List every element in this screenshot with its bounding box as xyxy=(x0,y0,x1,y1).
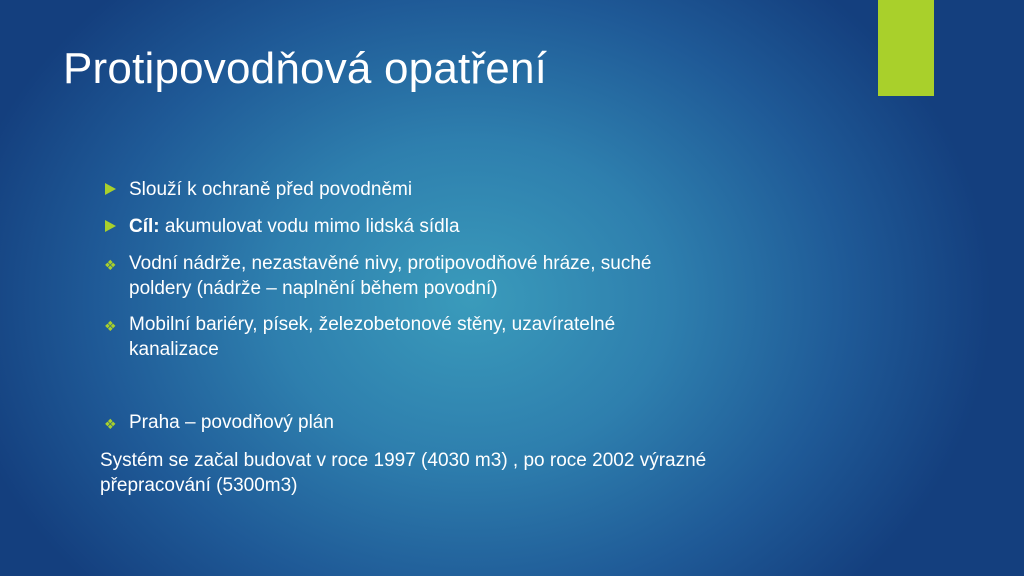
triangle-arrow-icon xyxy=(105,183,116,195)
diamond-dots-icon: ❖ xyxy=(104,318,117,334)
triangle-arrow-icon xyxy=(105,220,116,232)
bullet-item xyxy=(129,177,829,202)
bullet-text: Slouží k ochraně před povodněmi xyxy=(129,179,413,200)
bullet-item xyxy=(129,251,829,301)
paragraph xyxy=(100,448,860,498)
slide-title: Protipovodňová opatření xyxy=(63,44,548,93)
paragraph-line: Systém se začal budovat v roce 1997 (4030 m3) , po roce 2002 výrazné xyxy=(100,450,707,471)
bullet-text: akumulovat vodu mimo lidská sídla xyxy=(159,216,460,237)
bullet-item xyxy=(129,410,829,435)
bullet-text-line: kanalizace xyxy=(129,339,219,360)
diamond-dots-icon: ❖ xyxy=(104,257,117,273)
diamond-dots-icon: ❖ xyxy=(104,416,117,432)
bullet-bold-label: Cíl: xyxy=(129,216,160,237)
bullet-text-line: poldery (nádrže – naplnění během povodní) xyxy=(129,278,498,299)
bullet-item xyxy=(129,312,829,362)
bullet-text: Praha – povodňový plán xyxy=(129,412,334,433)
paragraph-line: přepracování (5300m3) xyxy=(100,475,298,496)
bullet-text-line: Vodní nádrže, nezastavěné nivy, protipovodňové hráze, suché xyxy=(129,253,652,274)
bullet-item xyxy=(129,214,829,239)
bullet-text-line: Mobilní bariéry, písek, železobetonové stěny, uzavíratelné xyxy=(129,314,616,335)
